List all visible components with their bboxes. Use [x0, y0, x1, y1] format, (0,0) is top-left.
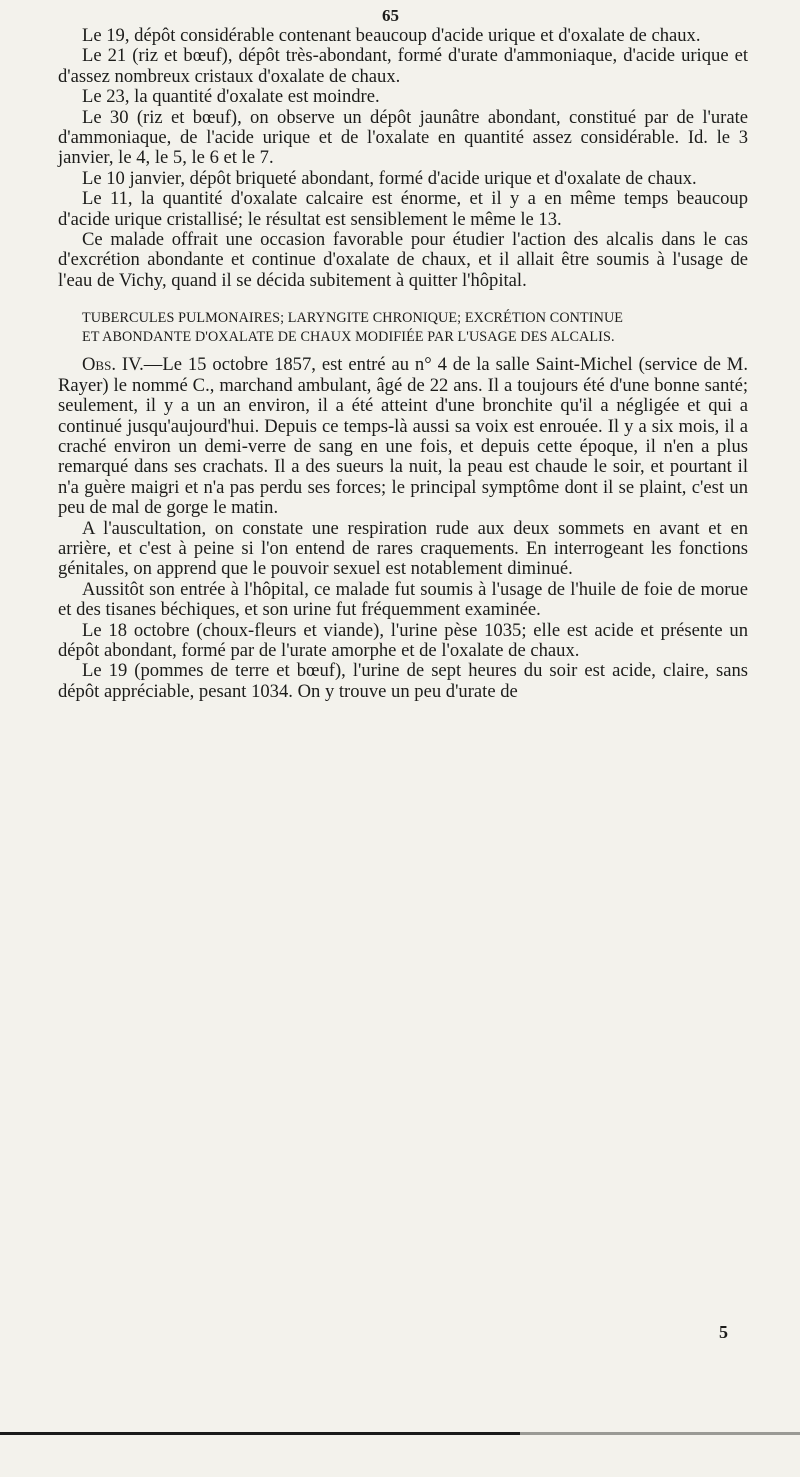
paragraph-5: Le 10 janvier, dépôt briqueté abondant, formé d'acide urique et d'oxalate de chaux. [82, 167, 697, 189]
paragraph-3: Le 23, la quantité d'oxalate est moindre. [82, 86, 380, 108]
paragraph-7: Ce malade offrait une occasion favorable pour étudier l'action des alcalis dans le cas d'excrétion abondante et continue d'oxalate de chaux, et il allait être soumis à l'usage de l'eau de Vichy, quand il se décida subitement à quitter l'hôpital. [58, 229, 748, 291]
section-heading-line-1: TUBERCULES PULMONAIRES; LARYNGITE CHRONIQUE; EXCRÉTION CONTINUE [82, 310, 624, 327]
body-text [58, 26, 748, 702]
bottom-edge-rule-faded [520, 1432, 800, 1435]
observation-paragraph-5: Le 19 (pommes de terre et bœuf), l'urine de sept heures du soir est acide, claire, sans dépôt appréciable, pesant 1034. On y trouve un peu d'urate de [58, 660, 748, 702]
page-number: 65 [382, 6, 399, 25]
observation-paragraph-3: Aussitôt son entrée à l'hôpital, ce malade fut soumis à l'usage de l'huile de foie de morue et des tisanes béchiques, et son urine fut fréquemment examinée. [58, 578, 748, 621]
observation-paragraph-4: Le 18 octobre (choux-fleurs et viande), l'urine pèse 1035; elle est acide et présente un dépôt abondant, formé par de l'urate amorphe et de l'oxalate de chaux. [58, 619, 748, 661]
section-heading-line-2: ET ABONDANTE D'OXALATE DE CHAUX MODIFIÉE PAR L'USAGE DES ALCALIS. [82, 329, 615, 346]
section-heading [58, 309, 748, 347]
signature-mark: 5 [719, 1322, 728, 1342]
observation-paragraph-1 [58, 355, 748, 518]
paragraph-2: Le 21 (riz et bœuf), dépôt très-abondant, formé d'urate d'ammoniaque, d'acide urique et d'assez nombreux cristaux d'oxalate de chaux. [58, 45, 748, 87]
paragraph-1: Le 19, dépôt considérable contenant beaucoup d'acide urique et d'oxalate de chaux. [82, 25, 701, 46]
paragraph-6: Le 11, la quantité d'oxalate calcaire est énorme, et il y a en même temps beaucoup d'acide urique cristallisé; le résultat est sensiblement le même le 13. [58, 188, 748, 230]
observation-label: Obs. IV. [82, 354, 144, 376]
observation-text-1: —Le 15 octobre 1857, est entré au n° 4 de la salle Saint-Michel (service de M. Rayer) le nommé C., marchand ambulant, âgé de 22 ans. Il a toujours été d'une bonne santé; seulement, il y a un an environ, il a été atteint d'une bronchite qu'il a négligée et qui a continué jusqu'aujourd'hui. Depuis ce temps-là aussi sa voix est enrouée. Il y a six mois, il a craché environ un demi-verre de sang en une fois, et depuis cette époque, il n'en a plus remarqué dans ses crachats. Il a des sueurs la nuit, la peau est chaude le soir, et pourtant il n'a guère maigri et n'a pas perdu ses forces; le principal symptôme dont il se plaint, c'est un peu de mal de gorge le matin. [58, 354, 748, 519]
paragraph-4: Le 30 (riz et bœuf), on observe un dépôt jaunâtre abondant, constitué par de l'urate d'ammoniaque, de l'acide urique et de l'oxalate en quantité assez considérable. Id. le 3 janvier, le 4, le 5, le 6 et le 7. [58, 106, 748, 169]
observation-paragraph-2: A l'auscultation, on constate une respiration rude aux deux sommets en avant et en arrière, et c'est à peine si l'on entend de rares craquements. En interrogeant les fonctions génitales, on apprend que le pouvoir sexuel est notablement diminué. [58, 517, 748, 580]
